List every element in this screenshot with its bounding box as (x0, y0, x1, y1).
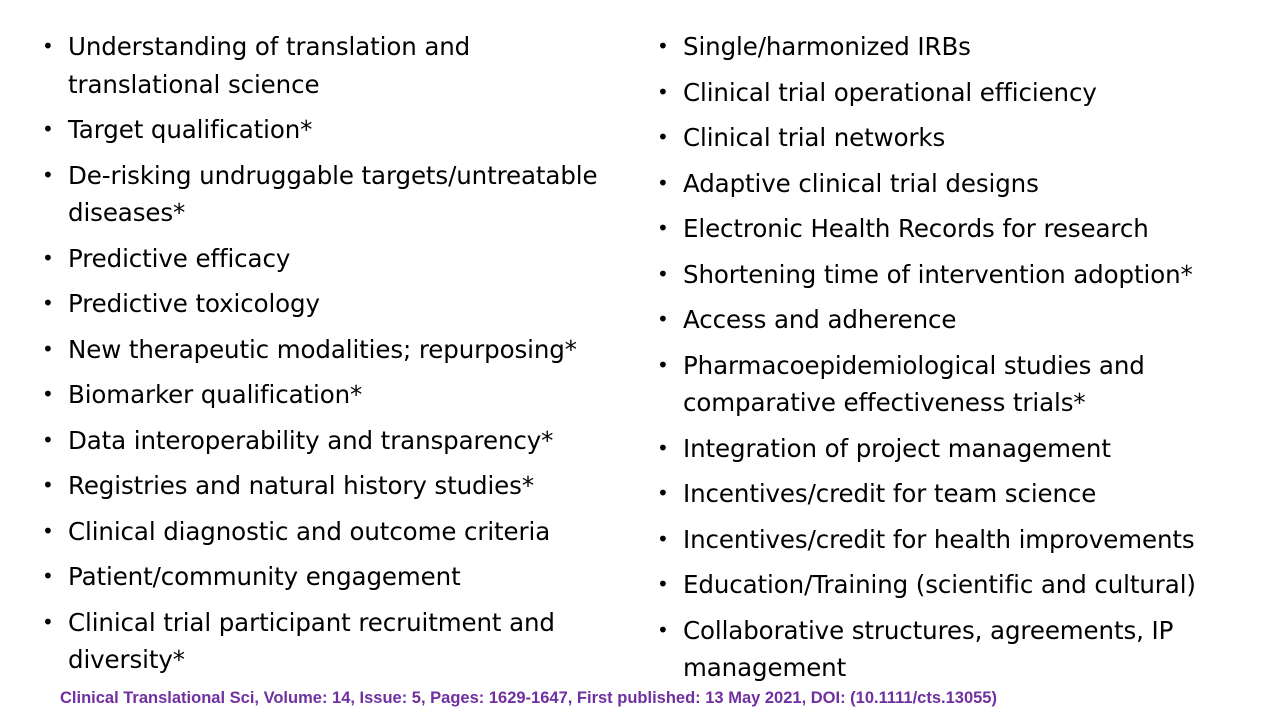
list-item (655, 74, 1255, 112)
bullet-icon: • (42, 518, 54, 543)
list-item-text: Single/harmonized IRBs (683, 32, 971, 61)
bullet-icon: • (657, 125, 669, 149)
list-item-text: Incentives/credit for team science (683, 479, 1097, 508)
list-item-text: Clinical trial operational efficiency (683, 77, 1097, 107)
list-item-text: Predictive efficacy (68, 243, 291, 273)
bullet-icon: • (657, 481, 669, 505)
list-item-text: Adaptive clinical trial designs (683, 168, 1039, 198)
list-item (655, 612, 1255, 687)
bullet-icon: • (657, 572, 669, 596)
bullet-icon: • (42, 427, 54, 452)
bullet-icon: • (42, 291, 54, 315)
list-item (655, 256, 1255, 294)
bullet-icon: • (657, 34, 669, 58)
list-item-text: Clinical trial networks (683, 123, 946, 152)
list-item-text: Understanding of translation and translational science (68, 32, 471, 99)
list-item (40, 376, 630, 414)
list-item-text: Electronic Health Records for research (683, 214, 1149, 243)
list-item-text: Integration of project management (683, 433, 1111, 463)
right-bullet-list (655, 28, 1255, 695)
list-item (40, 604, 630, 679)
list-item (655, 210, 1255, 248)
bullet-icon: • (657, 261, 669, 286)
bullet-icon: • (657, 79, 669, 104)
bullet-icon: • (42, 162, 54, 187)
list-item-text: Biomarker qualification* (68, 380, 363, 409)
list-item-text: Target qualification* (68, 115, 313, 144)
bullet-icon: • (657, 526, 669, 551)
list-item-text: Pharmacoepidemiological studies and comparative effectiveness trials* (683, 350, 1145, 417)
citation-footer: Clinical Translational Sci, Volume: 14, Issue: 5, Pages: 1629-1647, First published: 13 May 2021, DOI: (10.1111/cts.13055) (60, 689, 997, 707)
list-item (40, 285, 630, 323)
list-item (40, 331, 630, 369)
list-item (40, 558, 630, 596)
list-item (40, 111, 630, 149)
list-item-text: Registries and natural history studies* (68, 471, 534, 500)
list-item (655, 165, 1255, 203)
list-item-text: Predictive toxicology (68, 289, 320, 318)
bullet-icon: • (657, 307, 669, 331)
bullet-icon: • (42, 609, 54, 634)
list-item-text: Education/Training (scientific and cultural) (683, 570, 1196, 599)
list-item (40, 240, 630, 278)
list-item-text: Patient/community engagement (68, 562, 461, 591)
list-item (655, 521, 1255, 559)
list-item (40, 28, 630, 103)
bullet-icon: • (657, 352, 669, 377)
bullet-icon: • (657, 435, 669, 460)
bullet-icon: • (42, 473, 54, 497)
list-item (655, 301, 1255, 339)
list-item-text: Clinical diagnostic and outcome criteria (68, 516, 551, 546)
list-item (655, 430, 1255, 468)
bullet-icon: • (657, 617, 669, 642)
list-item-text: Incentives/credit for health improvements (683, 524, 1195, 554)
list-item (40, 513, 630, 551)
list-item (655, 119, 1255, 157)
list-item (655, 347, 1255, 422)
bullet-icon: • (42, 34, 54, 58)
list-item-text: Clinical trial participant recruitment and diversity* (68, 607, 555, 674)
bullet-icon: • (657, 216, 669, 240)
list-item (655, 28, 1255, 66)
list-item (40, 422, 630, 460)
bullet-icon: • (42, 564, 54, 588)
list-item (655, 566, 1255, 604)
list-item-text: Shortening time of intervention adoption* (683, 259, 1193, 289)
list-item (40, 467, 630, 505)
bullet-icon: • (42, 117, 54, 141)
list-item-text: Access and adherence (683, 305, 957, 334)
bullet-icon: • (42, 245, 54, 270)
list-item-text: New therapeutic modalities; repurposing* (68, 334, 577, 364)
list-item (40, 157, 630, 232)
list-item-text: De-risking undruggable targets/untreatable diseases* (68, 160, 598, 227)
list-item-text: Data interoperability and transparency* (68, 425, 554, 455)
list-item-text: Collaborative structures, agreements, IP management (683, 615, 1174, 682)
list-item (655, 475, 1255, 513)
left-bullet-list (40, 28, 630, 687)
bullet-icon: • (42, 382, 54, 406)
bullet-icon: • (657, 170, 669, 195)
bullet-icon: • (42, 336, 54, 361)
